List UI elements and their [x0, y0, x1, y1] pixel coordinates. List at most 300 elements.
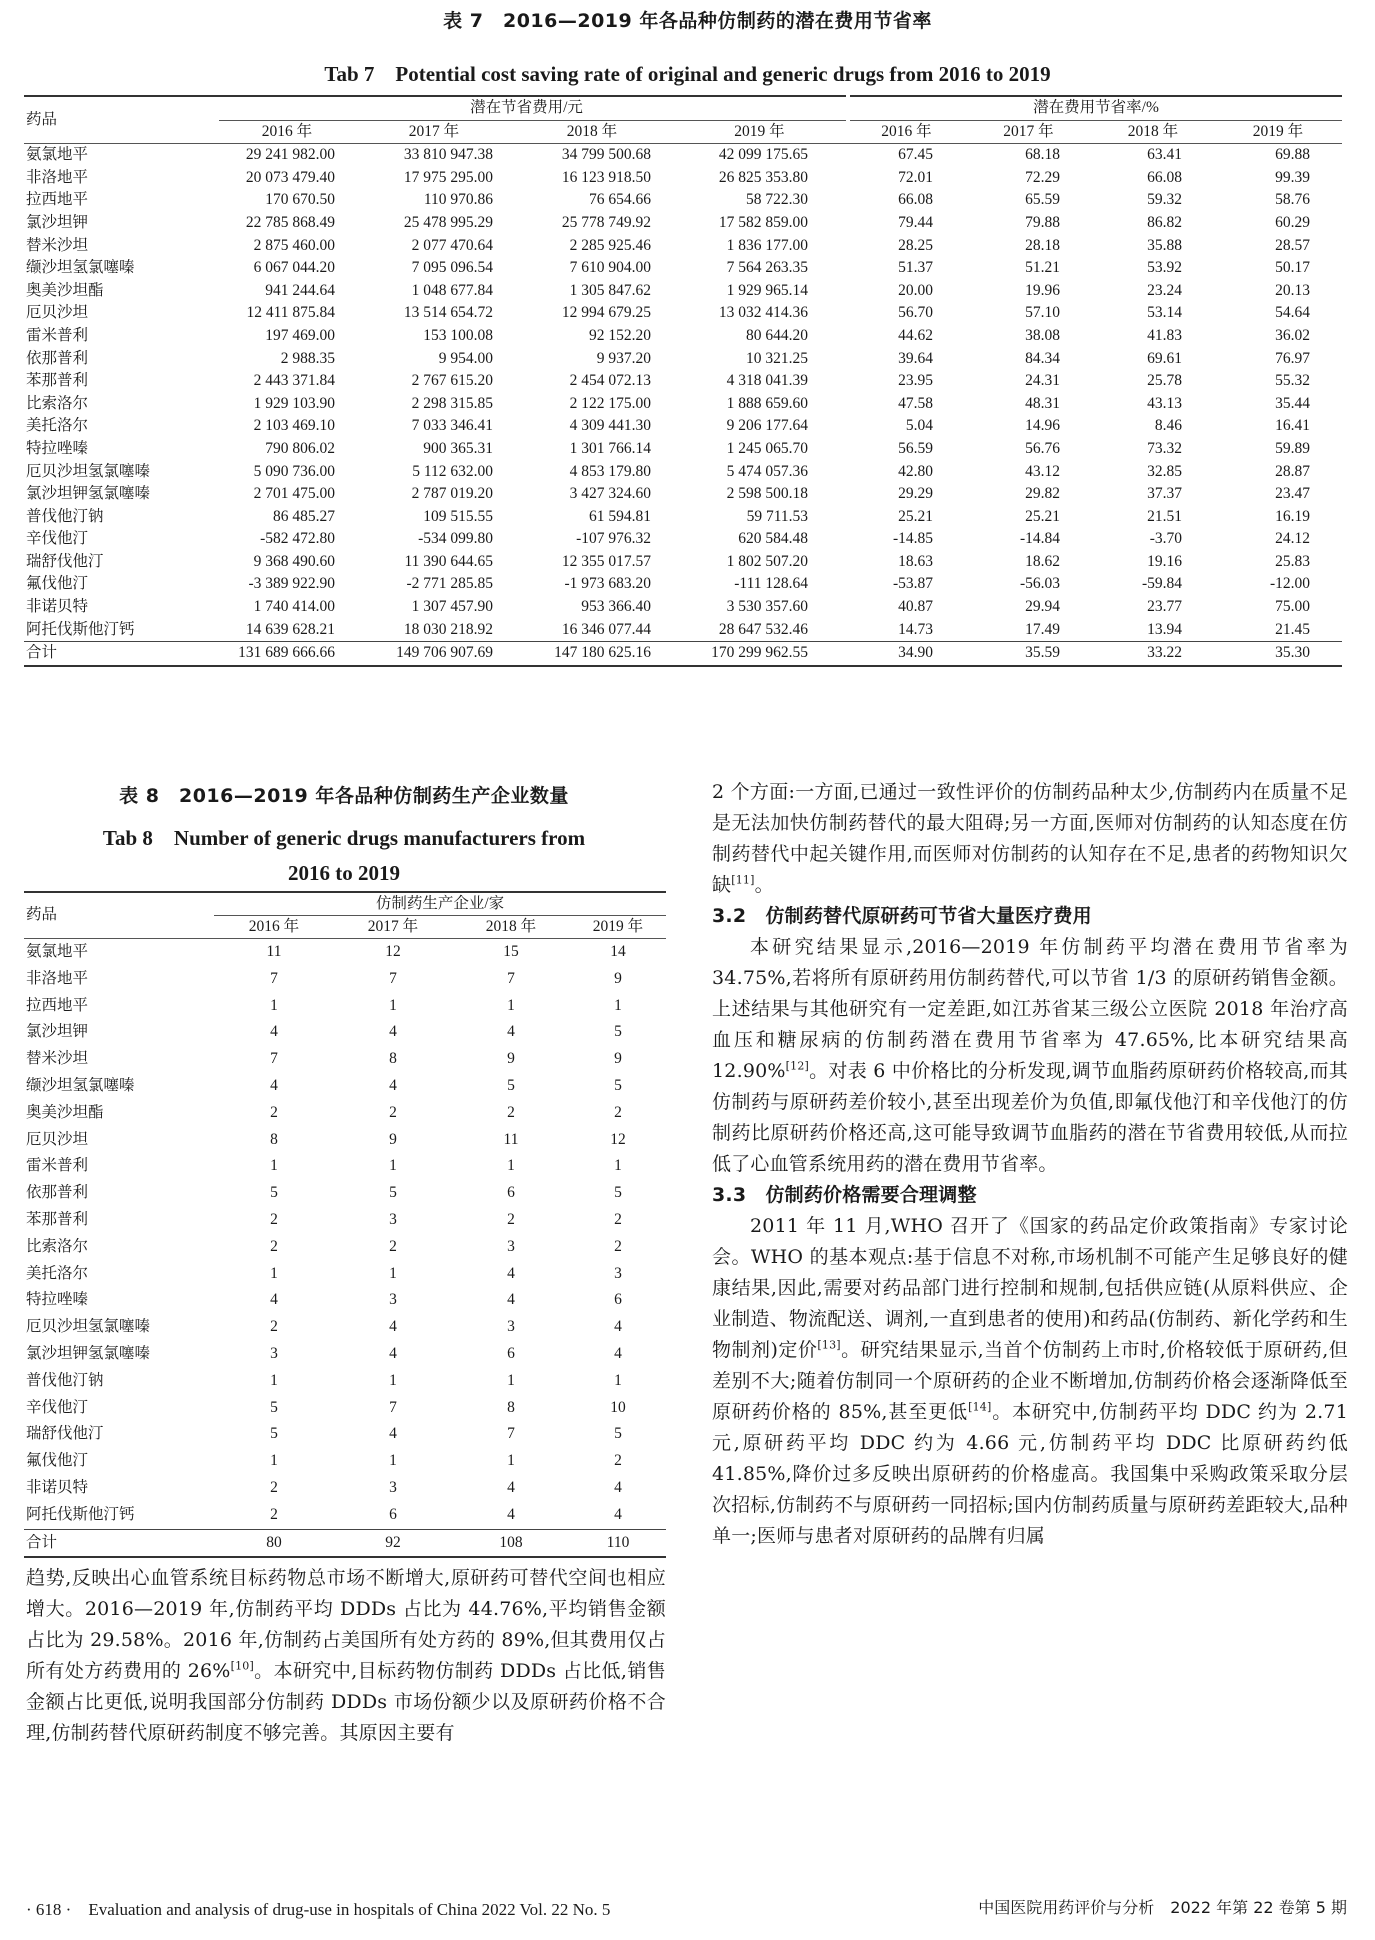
cost-saving-cell: 953 366.40: [581, 598, 651, 616]
drug-name: 比索洛尔: [26, 394, 89, 412]
saving-rate-cell: 69.88: [1275, 146, 1310, 164]
table8: [24, 891, 666, 1558]
manufacturer-count-cell: 1: [270, 1371, 278, 1389]
saving-rate-cell: 66.08: [898, 191, 933, 209]
manufacturer-count-cell: 4: [614, 1318, 622, 1336]
saving-rate-cell: 42.80: [898, 462, 933, 480]
drug-name: 特拉唑嗪: [26, 1291, 89, 1309]
total-label: 合计: [24, 642, 219, 666]
table7-row: [24, 144, 1342, 167]
saving-rate-cell: -3.70: [1149, 530, 1182, 548]
saving-rate-cell: 29.82: [1025, 485, 1060, 503]
manufacturer-count-cell: 4: [270, 1076, 278, 1094]
saving-rate-cell: 51.21: [1025, 259, 1060, 277]
table7: [24, 95, 1342, 667]
saving-rate-cell: 25.83: [1275, 552, 1310, 570]
cost-saving-cell: 10 321.25: [746, 349, 808, 367]
saving-rate-cell: 20.00: [898, 281, 933, 299]
saving-rate-cell: 28.87: [1275, 462, 1310, 480]
manufacturer-count-cell: 1: [614, 1371, 622, 1389]
cost-saving-cell: 9 937.20: [596, 349, 651, 367]
cost-saving-cell: -1 973 683.20: [564, 575, 651, 593]
table7-row: [24, 506, 1342, 529]
saving-rate-cell: 60.29: [1275, 213, 1310, 231]
manufacturer-count-cell: 2: [389, 1103, 397, 1121]
manufacturer-count-cell: 6: [614, 1291, 622, 1309]
table8-row: [24, 1019, 666, 1046]
drug-name: 苯那普利: [26, 372, 89, 390]
table8-row: [24, 1475, 666, 1502]
table7-row: [24, 189, 1342, 212]
drug-name: 特拉唑嗪: [26, 439, 89, 457]
total-rate-cell: 35.59: [965, 642, 1092, 666]
manufacturer-count-cell: 9: [389, 1130, 397, 1148]
table8-header-2019: 2019 年: [592, 918, 644, 935]
drug-name: 奥美沙坦酯: [26, 281, 104, 299]
saving-rate-cell: 25.21: [898, 507, 933, 525]
cost-saving-cell: 197 469.00: [265, 326, 335, 344]
saving-rate-cell: 24.12: [1275, 530, 1310, 548]
manufacturer-count-cell: 7: [389, 1398, 397, 1416]
right-paragraph-3-text: 2011 年 11 月,WHO 召开了《国家的药品定价政策指南》专家讨论会。WHO 的基本观点:基于信息不对称,市场机制不可能产生足够良好的健康结果,因此,需要对药品部门进行控制和规制,包括供应链(从原料供应、企业制造、物流配送、调剂,一直到患者的使用)和药品(仿制药、新化学药和生物制剂)定价: [712, 1215, 1348, 1361]
table7-header-cost-2017: 2017 年: [408, 122, 460, 140]
cost-saving-cell: 5 474 057.36: [726, 462, 808, 480]
right-paragraph-1-end: 。: [754, 874, 774, 896]
cost-saving-cell: 76 654.66: [589, 191, 651, 209]
saving-rate-cell: 23.95: [898, 372, 933, 390]
table8-row: [24, 1448, 666, 1475]
drug-name: 普伐他汀钠: [26, 1371, 104, 1389]
manufacturer-count-cell: 4: [389, 1344, 397, 1362]
right-column-text: [712, 777, 1348, 1552]
drug-name: 辛伐他汀: [26, 1398, 89, 1416]
manufacturer-count-cell: 4: [614, 1344, 622, 1362]
cost-saving-cell: 1 305 847.62: [569, 281, 651, 299]
cost-saving-cell: 5 112 632.00: [412, 462, 493, 480]
drug-name: 氯沙坦钾: [26, 213, 89, 231]
saving-rate-cell: 8.46: [1154, 417, 1182, 435]
cost-saving-cell: 2 122 175.00: [569, 394, 651, 412]
cost-saving-cell: 1 048 677.84: [411, 281, 493, 299]
saving-rate-cell: 19.96: [1025, 281, 1060, 299]
cost-saving-cell: 12 994 679.25: [561, 304, 651, 322]
drug-name: 瑞舒伐他汀: [26, 552, 104, 570]
drug-name: 奥美沙坦酯: [26, 1103, 104, 1121]
saving-rate-cell: -53.87: [892, 575, 933, 593]
table7-row: [24, 461, 1342, 484]
total-rate-cell: 35.30: [1214, 642, 1342, 666]
left-paragraph-text-cont: 。本研究中,目标药物仿制药 DDDs 占比低,销售金额占比更低,说明我国部分仿制药 DDDs 市场份额少以及原研药价格不合理,仿制药替代原研药制度不够完善。其原因主要有: [26, 1660, 666, 1744]
cost-saving-cell: 12 411 875.84: [246, 304, 335, 322]
saving-rate-cell: 25.21: [1025, 507, 1060, 525]
manufacturer-count-cell: 2: [270, 1210, 278, 1228]
cost-saving-cell: 12 355 017.57: [561, 552, 651, 570]
cost-saving-cell: 1 740 414.00: [253, 598, 335, 616]
cost-saving-cell: 4 318 041.39: [726, 372, 808, 390]
cost-saving-cell: 9 954.00: [438, 349, 493, 367]
cost-saving-cell: 2 077 470.64: [411, 236, 493, 254]
saving-rate-cell: 58.76: [1275, 191, 1310, 209]
manufacturer-count-cell: 1: [389, 1264, 397, 1282]
total-rate-cell: 33.22: [1092, 642, 1214, 666]
drug-name: 缬沙坦氢氯噻嗪: [26, 259, 135, 277]
manufacturer-count-cell: 8: [270, 1130, 278, 1148]
saving-rate-cell: 32.85: [1147, 462, 1182, 480]
cost-saving-cell: 3 530 357.60: [726, 598, 808, 616]
cost-saving-cell: 1 929 103.90: [253, 394, 335, 412]
table8-caption-en-line2: 2016 to 2019: [288, 861, 400, 885]
table7-row: [24, 257, 1342, 280]
total-cost-cell: 131 689 666.66: [219, 642, 355, 666]
cost-saving-cell: 25 778 749.92: [561, 213, 651, 231]
saving-rate-cell: 23.47: [1275, 485, 1310, 503]
cost-saving-cell: 33 810 947.38: [403, 146, 493, 164]
manufacturer-count-cell: 2: [614, 1103, 622, 1121]
manufacturer-count-cell: 11: [503, 1130, 519, 1148]
saving-rate-cell: 29.29: [898, 485, 933, 503]
cost-saving-cell: 28 647 532.46: [718, 620, 808, 638]
table7-header-cost-2016: 2016 年: [261, 122, 313, 140]
saving-rate-cell: 50.17: [1275, 259, 1310, 277]
saving-rate-cell: 28.57: [1275, 236, 1310, 254]
cost-saving-cell: 1 836 177.00: [726, 236, 808, 254]
table8-row: [24, 1341, 666, 1368]
manufacturer-count-cell: 5: [270, 1398, 278, 1416]
cost-saving-cell: 900 365.31: [423, 439, 493, 457]
manufacturer-count-cell: 5: [614, 1076, 622, 1094]
cost-saving-cell: 9 206 177.64: [726, 417, 808, 435]
saving-rate-cell: 18.62: [1025, 552, 1060, 570]
drug-name: 苯那普利: [26, 1210, 89, 1228]
table8-row: [24, 1153, 666, 1180]
manufacturer-count-cell: 4: [507, 1023, 515, 1041]
manufacturer-count-cell: 9: [614, 1050, 622, 1068]
manufacturer-count-cell: 1: [507, 1371, 515, 1389]
table7-row: [24, 596, 1342, 619]
section-heading-3-2: 3.2 仿制药替代原研药可节省大量医疗费用: [712, 905, 1092, 927]
saving-rate-cell: 63.41: [1147, 146, 1182, 164]
drug-name: 氯沙坦钾氢氯噻嗪: [26, 485, 151, 503]
cost-saving-cell: 7 095 096.54: [411, 259, 493, 277]
saving-rate-cell: 21.51: [1147, 507, 1182, 525]
saving-rate-cell: 56.59: [898, 439, 933, 457]
manufacturer-count-cell: 5: [270, 1425, 278, 1443]
manufacturer-count-cell: 4: [389, 1076, 397, 1094]
manufacturer-count-cell: 9: [507, 1050, 515, 1068]
saving-rate-cell: 55.32: [1275, 372, 1310, 390]
manufacturer-count-cell: 8: [389, 1050, 397, 1068]
cost-saving-cell: 1 307 457.90: [411, 598, 493, 616]
table8-caption-en-line1: Tab 8 Number of generic drugs manufacturers from: [102, 826, 586, 850]
manufacturer-count-cell: 15: [503, 943, 519, 960]
table7-header-rate-2019: 2019 年: [1252, 122, 1304, 140]
cost-saving-cell: 26 825 353.80: [718, 168, 808, 186]
manufacturer-count-cell: 2: [270, 1505, 278, 1523]
manufacturer-count-cell: 3: [389, 1478, 397, 1496]
saving-rate-cell: 28.18: [1025, 236, 1060, 254]
table7-row: [24, 438, 1342, 461]
manufacturer-count-cell: 5: [270, 1184, 278, 1202]
saving-rate-cell: 14.96: [1025, 417, 1060, 435]
drug-name: 拉西地平: [26, 191, 89, 209]
manufacturer-count-cell: 1: [389, 1157, 397, 1175]
cost-saving-cell: 2 598 500.18: [726, 485, 808, 503]
table8-total-row: [24, 1529, 666, 1557]
table8-header-2018: 2018 年: [485, 918, 537, 935]
manufacturer-count-cell: 2: [507, 1210, 515, 1228]
manufacturer-count-cell: 4: [389, 1023, 397, 1041]
citation-ref-10[interactable]: [10]: [230, 1659, 254, 1673]
cost-saving-cell: 1 245 065.70: [726, 439, 808, 457]
cost-saving-cell: -111 128.64: [734, 575, 808, 593]
saving-rate-cell: 57.10: [1025, 304, 1060, 322]
table7-header-rate-2017: 2017 年: [1003, 122, 1054, 140]
cost-saving-cell: -107 976.32: [576, 530, 651, 548]
cost-saving-cell: 170 670.50: [265, 191, 335, 209]
table8-row: [24, 1287, 666, 1314]
citation-ref-13[interactable]: [13]: [817, 1338, 841, 1352]
cost-saving-cell: 22 785 868.49: [245, 213, 335, 231]
cost-saving-cell: 13 032 414.36: [718, 304, 808, 322]
manufacturer-count-cell: 2: [614, 1452, 622, 1470]
table7-row: [24, 280, 1342, 303]
saving-rate-cell: 38.08: [1025, 326, 1060, 344]
manufacturer-count-cell: 3: [507, 1318, 515, 1336]
drug-name: 雷米普利: [26, 1157, 89, 1175]
cost-saving-cell: 4 309 441.30: [569, 417, 651, 435]
manufacturer-count-cell: 2: [270, 1103, 278, 1121]
total-label: 合计: [24, 1529, 214, 1557]
saving-rate-cell: 25.78: [1147, 372, 1182, 390]
manufacturer-count-cell: 2: [614, 1237, 622, 1255]
cost-saving-cell: 80 644.20: [746, 326, 808, 344]
saving-rate-cell: 59.32: [1147, 191, 1182, 209]
saving-rate-cell: 72.29: [1025, 168, 1060, 186]
saving-rate-cell: 76.97: [1275, 349, 1310, 367]
table7-header-cost-2019: 2019 年: [734, 122, 785, 140]
cost-saving-cell: 5 090 736.00: [253, 462, 335, 480]
total-cost-cell: 170 299 962.55: [671, 642, 848, 666]
citation-ref-12[interactable]: [12]: [785, 1059, 810, 1073]
manufacturer-count-cell: 3: [614, 1264, 622, 1282]
table8-header-drug: 药品: [24, 892, 214, 939]
cost-saving-cell: 2 103 469.10: [253, 417, 335, 435]
manufacturer-count-cell: 10: [610, 1398, 626, 1416]
cost-saving-cell: 16 346 077.44: [561, 620, 651, 638]
manufacturer-count-cell: 4: [614, 1478, 622, 1496]
saving-rate-cell: 54.64: [1275, 304, 1310, 322]
manufacturer-count-cell: 1: [270, 1264, 278, 1282]
manufacturer-count-cell: 1: [614, 1157, 622, 1175]
cost-saving-cell: 11 390 644.65: [404, 552, 493, 570]
table7-row: [24, 483, 1342, 506]
cost-saving-cell: 9 368 490.60: [253, 552, 335, 570]
cost-saving-cell: 1 802 507.20: [726, 552, 808, 570]
manufacturer-count-cell: 2: [507, 1103, 515, 1121]
right-paragraph-3: [712, 1211, 1348, 1552]
manufacturer-count-cell: 1: [270, 1452, 278, 1470]
cost-saving-cell: 4 853 179.80: [569, 462, 651, 480]
right-paragraph-3-text-mid: 。研究结果显示,当首个仿制药上市时,价格较低于原研药,但差别不大;随着仿制同一个原研药的企业不断增加,仿制药价格会逐渐降低至原研药价格的 85%,甚至更低: [712, 1339, 1348, 1423]
drug-name: 氟伐他汀: [26, 1452, 89, 1470]
drug-name: 瑞舒伐他汀: [26, 1425, 104, 1443]
cost-saving-cell: 13 514 654.72: [403, 304, 493, 322]
cost-saving-cell: 2 443 371.84: [253, 372, 335, 390]
saving-rate-cell: 23.24: [1147, 281, 1182, 299]
cost-saving-cell: 1 929 965.14: [726, 281, 808, 299]
saving-rate-cell: 67.45: [898, 146, 933, 164]
table7-header-rate-2016: 2016 年: [881, 122, 932, 140]
drug-name: 阿托伐斯他汀钙: [26, 1505, 135, 1523]
manufacturer-count-cell: 3: [507, 1237, 515, 1255]
citation-ref-11[interactable]: [11]: [731, 873, 755, 887]
saving-rate-cell: 84.34: [1025, 349, 1060, 367]
cost-saving-cell: 6 067 044.20: [253, 259, 335, 277]
manufacturer-count-cell: 7: [270, 1050, 278, 1068]
table7-header-group-cost: 潜在节省费用/元: [219, 96, 848, 120]
right-paragraph-1: [712, 777, 1348, 901]
saving-rate-cell: 79.88: [1025, 213, 1060, 231]
table7-row: [24, 573, 1342, 596]
saving-rate-cell: 17.49: [1025, 620, 1060, 638]
drug-name: 氨氯地平: [26, 943, 89, 960]
cost-saving-cell: 92 152.20: [589, 326, 651, 344]
cost-saving-cell: 58 722.30: [746, 191, 808, 209]
drug-name: 依那普利: [26, 1184, 89, 1202]
cost-saving-cell: 2 767 615.20: [411, 372, 493, 390]
cost-saving-cell: 2 875 460.00: [253, 236, 335, 254]
drug-name: 氯沙坦钾氢氯噻嗪: [26, 1344, 151, 1362]
manufacturer-count-cell: 4: [270, 1291, 278, 1309]
drug-name: 美托洛尔: [26, 1264, 89, 1282]
drug-name: 氨氯地平: [26, 146, 89, 164]
cost-saving-cell: 2 298 315.85: [411, 394, 493, 412]
saving-rate-cell: 5.04: [905, 417, 933, 435]
footer-right: 中国医院用药评价与分析 2022 年第 22 卷第 5 期: [978, 1898, 1347, 1917]
table7-row: [24, 415, 1342, 438]
table8-body: [24, 939, 666, 1558]
table8-row: [24, 1261, 666, 1288]
cost-saving-cell: 7 610 904.00: [569, 259, 651, 277]
saving-rate-cell: 59.89: [1275, 439, 1310, 457]
cost-saving-cell: 61 594.81: [589, 507, 651, 525]
drug-name: 比索洛尔: [26, 1237, 89, 1255]
manufacturer-count-cell: 5: [614, 1023, 622, 1041]
manufacturer-count-cell: 6: [507, 1184, 515, 1202]
cost-saving-cell: 1 301 766.14: [569, 439, 651, 457]
manufacturer-count-cell: 3: [389, 1291, 397, 1309]
manufacturer-count-cell: 4: [507, 1291, 515, 1309]
cost-saving-cell: 790 806.02: [265, 439, 335, 457]
manufacturer-count-cell: 2: [389, 1237, 397, 1255]
cost-saving-cell: 59 711.53: [746, 507, 808, 525]
left-paragraph: [26, 1563, 666, 1749]
manufacturer-count-cell: 7: [389, 969, 397, 987]
table8-row: [24, 1207, 666, 1234]
cost-saving-cell: 7 033 346.41: [411, 417, 493, 435]
section-heading-3-3: 3.3 仿制药价格需要合理调整: [712, 1184, 977, 1206]
table7-row: [24, 393, 1342, 416]
cost-saving-cell: 620 584.48: [738, 530, 808, 548]
table7-header-rate-2018: 2018 年: [1127, 122, 1179, 140]
table8-caption-zh: 表 8 2016—2019 年各品种仿制药生产企业数量: [119, 785, 569, 807]
table8-header-2016: 2016 年: [248, 918, 300, 935]
manufacturer-count-cell: 1: [507, 1157, 515, 1175]
drug-name: 普伐他汀钠: [26, 507, 104, 525]
manufacturer-count-cell: 5: [614, 1184, 622, 1202]
total-count-cell: 92: [334, 1529, 452, 1557]
saving-rate-cell: 41.83: [1147, 326, 1182, 344]
table8-row: [24, 1368, 666, 1395]
table8-header-group: 仿制药生产企业/家: [214, 892, 666, 916]
table7-row: [24, 235, 1342, 258]
table8-row: [24, 966, 666, 993]
saving-rate-cell: 20.13: [1275, 281, 1310, 299]
manufacturer-count-cell: 4: [389, 1318, 397, 1336]
drug-name: 雷米普利: [26, 326, 89, 344]
drug-name: 非诺贝特: [26, 1478, 89, 1496]
saving-rate-cell: 53.14: [1147, 304, 1182, 322]
saving-rate-cell: 16.41: [1275, 417, 1310, 435]
right-paragraph-2-text: 本研究结果显示,2016—2019 年仿制药平均潜在费用节省率为 34.75%,若将所有原研药用仿制药替代,可以节省 1/3 的原研药销售金额。上述结果与其他研究有一定差距,如江苏省某三级公立医院 2018 年治疗高血压和糖尿病的仿制药潜在费用节省率为 47.65%,比本研究结果高 12.90%: [712, 936, 1348, 1082]
cost-saving-cell: 86 485.27: [273, 507, 335, 525]
saving-rate-cell: 37.37: [1147, 485, 1182, 503]
cost-saving-cell: 17 975 295.00: [403, 168, 493, 186]
saving-rate-cell: 24.31: [1025, 372, 1060, 390]
saving-rate-cell: 53.92: [1147, 259, 1182, 277]
footer-left: · 618 · Evaluation and analysis of drug-use in hospitals of China 2022 Vol. 22 No. 5: [26, 1900, 611, 1919]
saving-rate-cell: 68.18: [1025, 146, 1060, 164]
drug-name: 替米沙坦: [26, 236, 89, 254]
table8-row: [24, 1127, 666, 1154]
cost-saving-cell: 153 100.08: [423, 326, 493, 344]
saving-rate-cell: 86.82: [1147, 213, 1182, 231]
manufacturer-count-cell: 4: [270, 1023, 278, 1041]
cost-saving-cell: -3 389 922.90: [248, 575, 335, 593]
manufacturer-count-cell: 4: [614, 1505, 622, 1523]
manufacturer-count-cell: 7: [507, 1425, 515, 1443]
manufacturer-count-cell: 12: [385, 943, 401, 960]
table8-row: [24, 939, 666, 966]
cost-saving-cell: 941 244.64: [265, 281, 335, 299]
manufacturer-count-cell: 2: [270, 1318, 278, 1336]
manufacturer-count-cell: 14: [610, 943, 626, 960]
citation-ref-14[interactable]: [14]: [968, 1400, 992, 1414]
drug-name: 厄贝沙坦氢氯噻嗪: [26, 462, 151, 480]
saving-rate-cell: 43.13: [1147, 394, 1182, 412]
right-paragraph-1-text: 2 个方面:一方面,已通过一致性评价的仿制药品种太少,仿制药内在质量不足是无法加快仿制药替代的最大阻碍;另一方面,医师对仿制药的认知态度在仿制药替代中起关键作用,而医师对仿制药的认知存在不足,患者的药物知识欠缺: [712, 781, 1348, 896]
saving-rate-cell: 43.12: [1025, 462, 1060, 480]
drug-name: 阿托伐斯他汀钙: [26, 620, 135, 638]
saving-rate-cell: -56.03: [1019, 575, 1060, 593]
table8-row: [24, 1314, 666, 1341]
drug-name: 美托洛尔: [26, 417, 89, 435]
table7-row: [24, 551, 1342, 574]
table8-row: [24, 1234, 666, 1261]
manufacturer-count-cell: 1: [389, 996, 397, 1014]
manufacturer-count-cell: 7: [270, 969, 278, 987]
manufacturer-count-cell: 11: [266, 943, 282, 960]
saving-rate-cell: -14.84: [1019, 530, 1060, 548]
cost-saving-cell: 2 988.35: [280, 349, 335, 367]
manufacturer-count-cell: 2: [270, 1478, 278, 1496]
right-paragraph-2: [712, 932, 1348, 1180]
right-paragraph-3-text-cont: 。本研究中,仿制药平均 DDC 约为 2.71 元,原研药平均 DDC 约为 4.66 元,仿制药平均 DDC 比原研药约低 41.85%,降价过多反映出原研药的价格虚高。我国集中采购政策采取分层次招标,仿制药不与原研药一同招标;国内仿制药质量与原研药差距较大,品种单一;医师与患者对原研药的品牌有归属: [712, 1401, 1348, 1547]
table8-row: [24, 1421, 666, 1448]
table7-header-drug: 药品: [24, 96, 219, 144]
cost-saving-cell: 2 285 925.46: [569, 236, 651, 254]
saving-rate-cell: -12.00: [1269, 575, 1310, 593]
